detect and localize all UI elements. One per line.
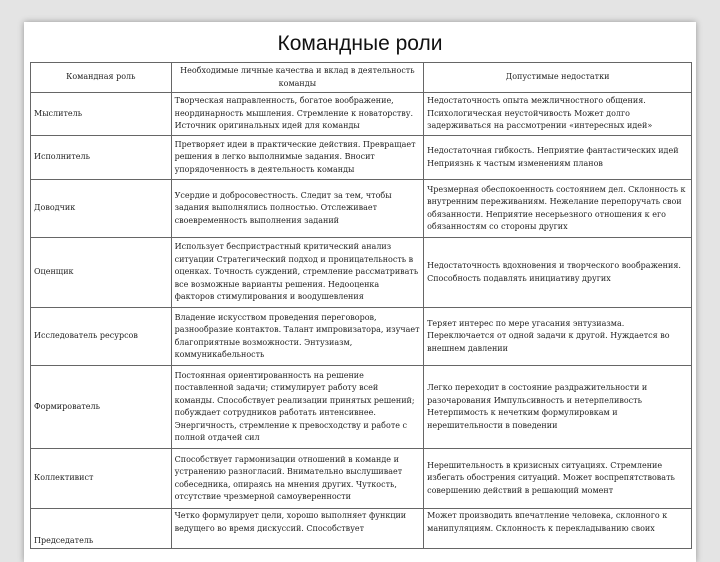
flaws-cell: Может производить впечатление человека, склонного к манипуляциям. Склонность к перекладыванию своих — [424, 509, 692, 549]
qualities-cell: Творческая направленность, богатое воображение, неординарность мышления. Стремление к новаторству. Источник оригинальных идей для команды — [171, 93, 423, 136]
qualities-cell: Четко формулирует цели, хорошо выполняет функции ведущего во время дискуссий. Способствует — [171, 509, 423, 549]
flaws-cell: Нерешительность в кризисных ситуациях. Стремление избегать обострения ситуаций. Может воспрепятствовать совершению действий в решающий момент — [424, 449, 692, 509]
table-row — [31, 180, 692, 238]
flaws-cell: Недостаточность опыта межличностного общения. Психологическая неустойчивость Может долго задерживаться на рассмотрении «интересных идей» — [424, 93, 692, 136]
qualities-cell: Использует беспристрастный критический анализ ситуации Стратегический подход и проницательность в оценках. Точность суждений, стремление рассматривать все возможные варианты решения. Недооценка факторов стимулирования и воодушевления — [171, 238, 423, 308]
slide — [24, 22, 696, 562]
header-flaws: Допустимые недостатки — [424, 63, 692, 93]
role-cell: Мыслитель — [31, 93, 172, 136]
role-cell: Доводчик — [31, 180, 172, 238]
flaws-cell: Недостаточная гибкость. Неприятие фантастических идей Неприязнь к частым изменениям планов — [424, 136, 692, 180]
role-cell: Оценщик — [31, 238, 172, 308]
table-row — [31, 308, 692, 366]
role-cell: Исполнитель — [31, 136, 172, 180]
role-cell: Председатель — [31, 509, 172, 549]
role-cell: Формирователь — [31, 366, 172, 449]
page-title: Командные роли — [277, 32, 443, 55]
qualities-cell: Усердие и добросовестность. Следит за тем, чтобы задания выполнялись полностью. Отслеживает своевременность выполнения заданий — [171, 180, 423, 238]
flaws-cell: Чрезмерная обеспокоенность состоянием дел. Склонность к внутренним переживаниям. Нежелание перепоручать свои обязанности. Неприятие несерьезного отношения к его обязанностям со стороны других — [424, 180, 692, 238]
table-row — [31, 366, 692, 449]
flaws-cell: Легко переходит в состояние раздражительности и разочарования Импульсивность и нетерпеливость Нетерпимость к нечетким формулировкам и нерешительности в поведении — [424, 366, 692, 449]
table-row — [31, 509, 692, 549]
qualities-cell: Способствует гармонизации отношений в команде и устранению разногласий. Внимательно выслушивает собеседника, опираясь на мнения других. Чуткость, отсутствие чрезмерной самоуверенности — [171, 449, 423, 509]
flaws-cell: Недостаточность вдохновения и творческого воображения. Способность подавлять инициативу других — [424, 238, 692, 308]
table-row — [31, 449, 692, 509]
qualities-cell: Владение искусством проведения переговоров, разнообразие контактов. Талант импровизатора, изучает благоприятные возможности. Энтузиазм, коммуникабельность — [171, 308, 423, 366]
header-qualities: Необходимые личные качества и вклад в деятельность команды — [171, 63, 423, 93]
table-row — [31, 238, 692, 308]
role-cell: Исследователь ресурсов — [31, 308, 172, 366]
table-row — [31, 136, 692, 180]
qualities-cell: Претворяет идеи в практические действия. Превращает решения в легко выполнимые задания. Вносит упорядоченность в деятельность команды — [171, 136, 423, 180]
flaws-cell: Теряет интерес по мере угасания энтузиазма. Переключается от одной задачи к другой. Нуждается во внешнем давлении — [424, 308, 692, 366]
role-cell: Коллективист — [31, 449, 172, 509]
roles-table — [30, 62, 692, 549]
table-header-row — [31, 63, 692, 93]
header-role: Командная роль — [31, 63, 172, 93]
table-row — [31, 93, 692, 136]
qualities-cell: Постоянная ориентированность на решение поставленной задачи; стимулирует работу всей команды. Способствует реализации принятых решений; побуждает сотрудников работать интенсивнее. Энергичность, стремление к превосходству и работе с полной отдачей сил — [171, 366, 423, 449]
